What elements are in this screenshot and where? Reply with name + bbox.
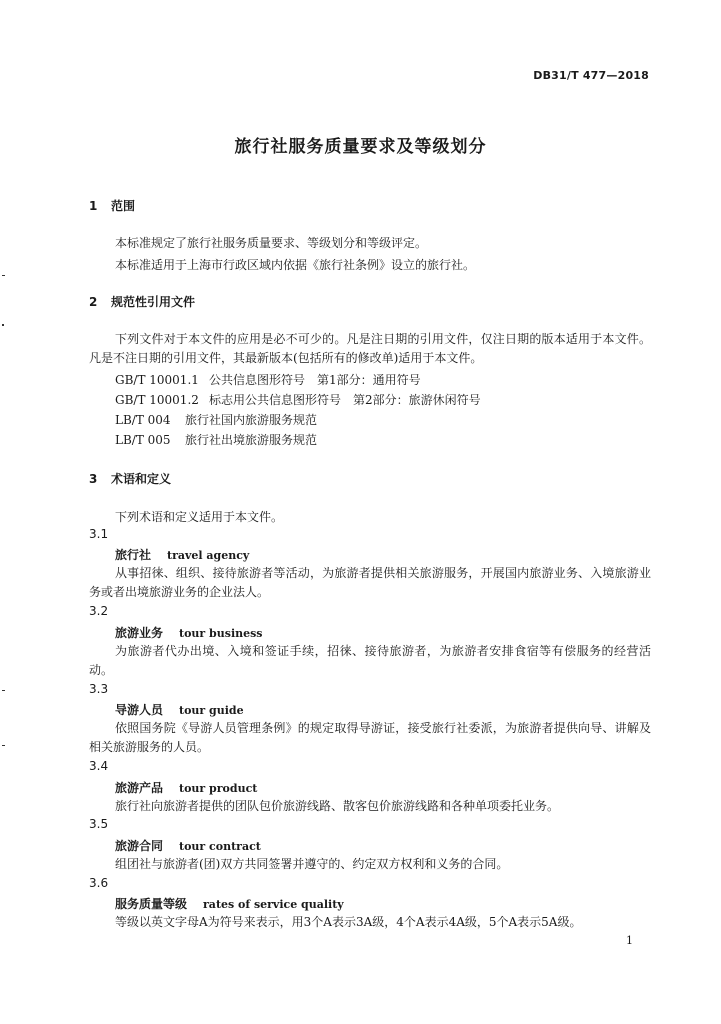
reference-code: LB/T 004 — [115, 413, 171, 427]
term-en: rates of service quality — [203, 898, 344, 911]
section-number: 1 — [89, 199, 98, 213]
term-entry — [115, 779, 257, 796]
paragraph: 下列文件对于本文件的应用是必不可少的。凡是注日期的引用文件，仅注日期的版本适用于本文件。凡是不注日期的引用文件，其最新版本(包括所有的修改单)适用于本文件。 — [89, 332, 651, 365]
paragraph: 本标准适用于上海市行政区域内依据《旅行社条例》设立的旅行社。 — [115, 258, 476, 272]
section-heading-scope — [89, 197, 135, 214]
reference-code: GB/T 10001.2 — [115, 393, 199, 407]
term-number: 3.6 — [89, 876, 109, 890]
section-number: 2 — [89, 295, 98, 309]
reference-title: 旅行社国内旅游服务规范 — [185, 413, 318, 427]
term-number: 3.4 — [89, 759, 109, 773]
scan-mark — [2, 745, 5, 746]
scan-mark — [2, 690, 5, 691]
term-zh: 旅游业务 — [115, 626, 164, 640]
section-number: 3 — [89, 472, 98, 486]
reference-code: LB/T 005 — [115, 433, 171, 447]
reference-code: GB/T 10001.1 — [115, 373, 199, 387]
page-title: 旅行社服务质量要求及等级划分 — [234, 137, 487, 157]
term-en: tour guide — [179, 704, 244, 717]
term-entry — [115, 701, 244, 718]
term-entry — [115, 546, 249, 563]
term-en: tour contract — [179, 840, 261, 853]
reference-item — [115, 391, 481, 408]
term-zh: 旅游产品 — [115, 781, 164, 795]
section-heading-normative-references — [89, 293, 195, 310]
term-number: 3.2 — [89, 604, 109, 618]
term-definition: 依照国务院《导游人员管理条例》的规定取得导游证，接受旅行社委派，为旅游者提供向导、讲解及相关旅游服务的人员。 — [89, 721, 651, 754]
term-number: 3.3 — [89, 682, 109, 696]
scan-mark — [2, 275, 5, 276]
paragraph: 本标准规定了旅行社服务质量要求、等级划分和等级评定。 — [115, 236, 428, 250]
term-zh: 旅行社 — [115, 548, 152, 562]
document-code: DB31/T 477—2018 — [533, 69, 649, 82]
term-definition: 组团社与旅游者(团)双方共同签署并遵守的、约定双方权利和义务的合同。 — [115, 857, 509, 871]
reference-item — [115, 371, 421, 388]
section-title: 术语和定义 — [111, 472, 172, 486]
term-entry — [115, 624, 263, 641]
term-number: 3.1 — [89, 527, 109, 541]
term-entry — [115, 895, 344, 912]
term-definition: 等级以英文字母A为符号来表示，用3个A表示3A级，4个A表示4A级，5个A表示5A级。 — [115, 915, 582, 929]
term-zh: 旅游合同 — [115, 839, 164, 853]
section-title: 范围 — [111, 199, 136, 213]
reference-item — [115, 411, 317, 428]
page-number: 1 — [626, 934, 633, 947]
term-definition: 从事招徕、组织、接待旅游者等活动，为旅游者提供相关旅游服务，开展国内旅游业务、入境旅游业务或者出境旅游业务的企业法人。 — [89, 566, 651, 599]
reference-title: 旅行社出境旅游服务规范 — [185, 433, 318, 447]
term-entry — [115, 837, 261, 854]
section-title: 规范性引用文件 — [111, 295, 196, 309]
term-number: 3.5 — [89, 817, 109, 831]
paragraph: 下列术语和定义适用于本文件。 — [115, 510, 284, 524]
reference-title: 公共信息图形符号 第1部分：通用符号 — [209, 373, 421, 387]
term-zh: 导游人员 — [115, 703, 164, 717]
reference-title: 标志用公共信息图形符号 第2部分：旅游休闲符号 — [209, 393, 481, 407]
reference-item — [115, 431, 317, 448]
term-definition: 旅行社向旅游者提供的团队包价旅游线路、散客包价旅游线路和各种单项委托业务。 — [115, 799, 560, 813]
term-definition: 为旅游者代办出境、入境和签证手续，招徕、接待旅游者，为旅游者安排食宿等有偿服务的经营活动。 — [89, 644, 651, 677]
term-zh: 服务质量等级 — [115, 897, 188, 911]
scan-mark — [2, 324, 4, 326]
term-en: tour business — [179, 627, 263, 640]
term-en: tour product — [179, 782, 258, 795]
term-en: travel agency — [167, 549, 250, 562]
section-heading-terms-and-definitions — [89, 470, 171, 487]
